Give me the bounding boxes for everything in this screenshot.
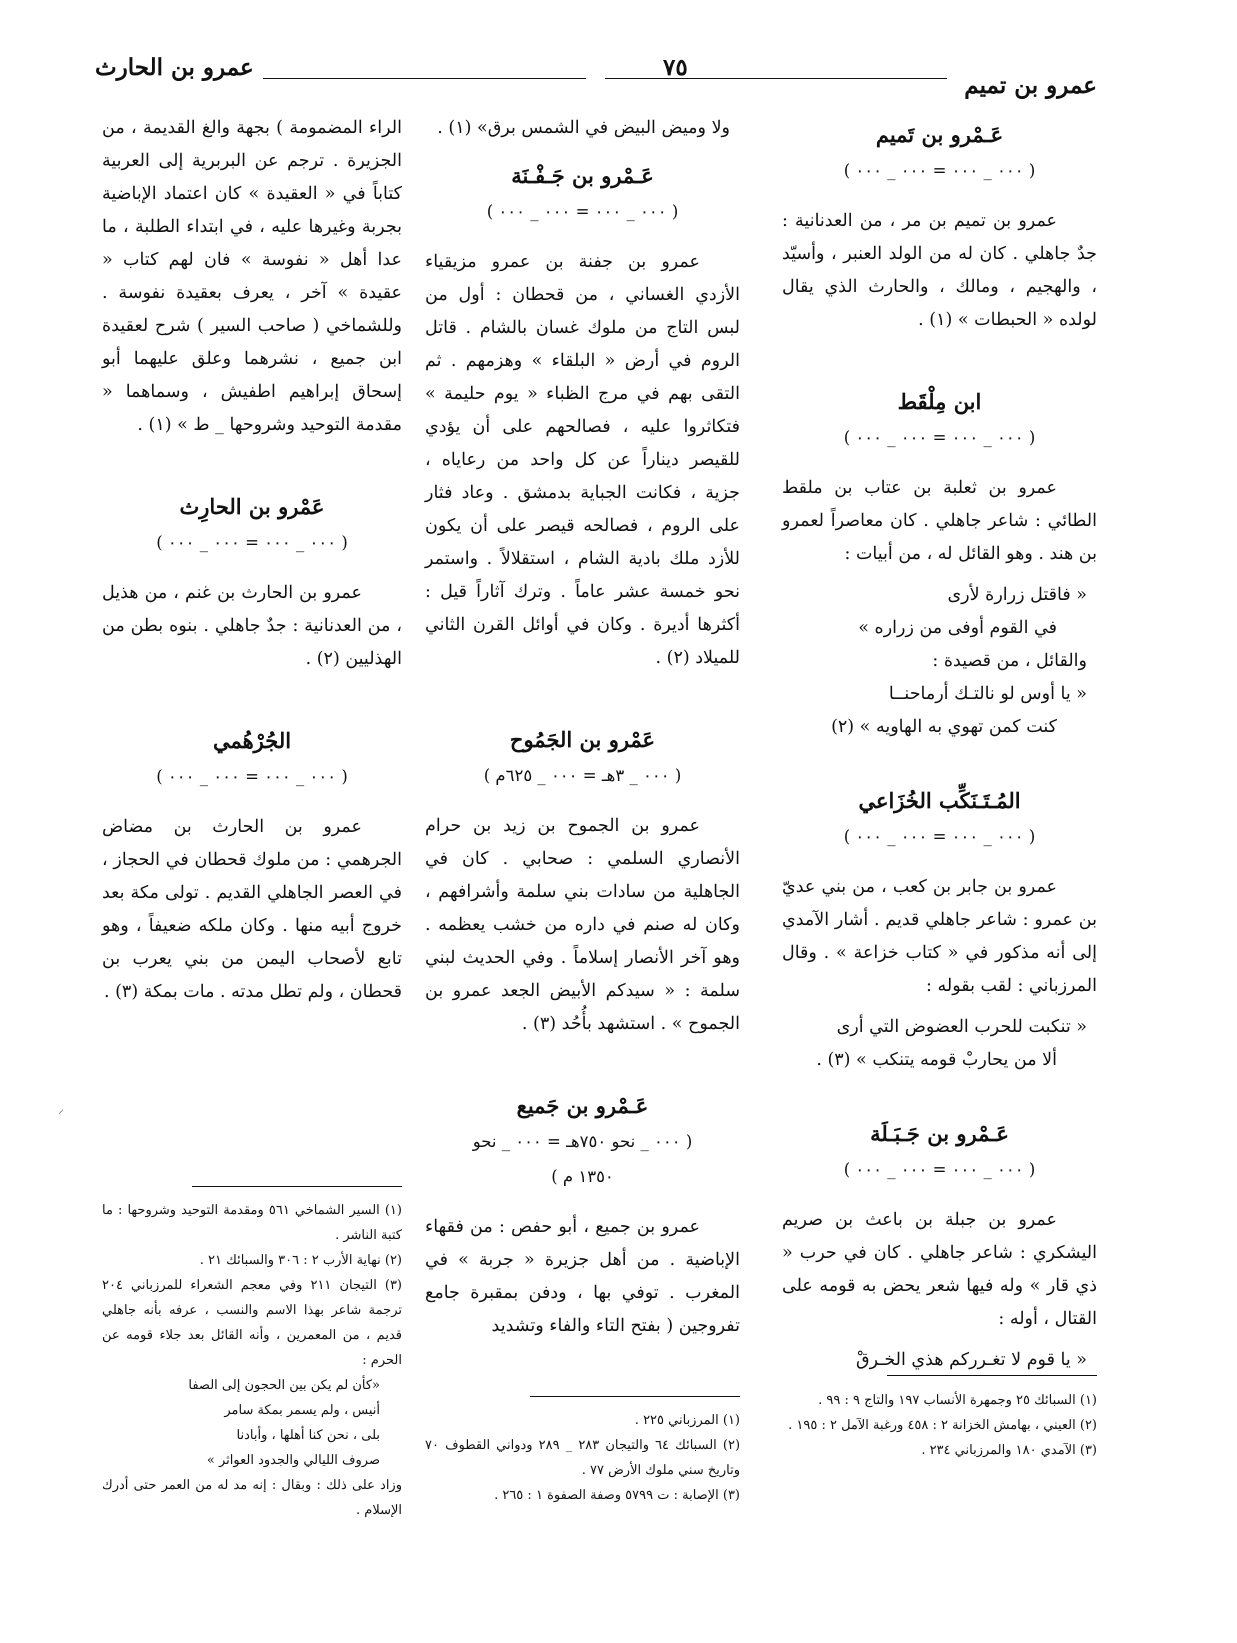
entry-dates: ( ٠٠٠ _ ٠٠٠ = ٠٠٠ _ ٠٠٠ ) bbox=[843, 827, 1036, 846]
footnote-rule bbox=[530, 1396, 740, 1397]
running-head bbox=[95, 48, 1097, 98]
entry-title: عَمْرو بن الجَمُوح bbox=[509, 727, 656, 752]
margin-scan-mark: ⸜ bbox=[57, 1102, 64, 1116]
entry-text: عمرو بن الحارث بن مضاض الجرهمي : من ملوك قحطان في الحجاز ، في العصر الجاهلي القديم . تولى مكة بعد خروج أبيه منها . وكان ملكه ضعيفاً ، وهو تابع لأصحاب اليمن من بني يعرب بن قحطان ، ولم تطل مدته . مات بمكة (٣) . bbox=[102, 817, 402, 1002]
verse-line: كنت كمن تهوي به الهاويه » (٢) bbox=[831, 717, 1057, 737]
verse-line: في القوم أوفى من زراره » bbox=[858, 618, 1057, 638]
page-number: ٧٥ bbox=[663, 54, 688, 81]
entry-dates: ( ٠٠٠ _ ٠٠٠ = ٠٠٠ _ ٠٠٠ ) bbox=[156, 533, 348, 552]
footnote: (٢) السبائك ٦٤ والتيجان ٢٨٣ _ ٢٨٩ ودواني القطوف ٧٠ وتاريخ سني ملوك الأرض ٧٧ . bbox=[425, 1438, 741, 1478]
entry-dates: ( ٠٠٠ _ ٣هـ = ٠٠٠ _ ٦٢٥م ) bbox=[483, 766, 682, 785]
footnote: (١) السبائك ٢٥ وجمهرة الأنساب ١٩٧ والتاج ٩ : ٩٩ . bbox=[818, 1393, 1097, 1408]
entry-dates: ( ٠٠٠ _ نحو ٧٥٠هـ = ٠٠٠ _ نحو bbox=[472, 1132, 693, 1151]
verse-line: ألا من يحاربْ قومه يتنكب » (٣) . bbox=[816, 1050, 1057, 1070]
entry-dates: ( ٠٠٠ _ ٠٠٠ = ٠٠٠ _ ٠٠٠ ) bbox=[843, 1160, 1036, 1179]
entry-text: عمرو بن جميع ، أبو حفص : من فقهاء الإباضية . من أهل جزيرة « جربة » في المغرب . توفي بها ، ودفن بمقبرة جامع تفروجين ( بفتح التاء والفاء وتشديد bbox=[425, 1217, 740, 1336]
entry-text: عمرو بن جفنة بن عمرو مزيقياء الأزدي الغساني ، من قحطان : أول من لبس التاج من ملوك غسان بالشام . قاتل الروم في أرض « البلقاء » وهزمهم . ثم التقى بهم في مرج الظباء « يوم حليمة » فتكاثروا عليه ، فصالحهم على أن يؤدي للقيصر ديناراً عن كل واحد من رعاياه ، جزية ، فكانت الجباية بدمشق . وعاد فثار على الروم ، فصالحه قيصر على أن يكون للأزد ملك بادية الشام ، استقلالاً . واستمر نحو خمسة عشر عاماً . وترك آثاراً قيل : أكثرها أديرة . وكان في أوائل القرن الثاني للميلاد (٢) . bbox=[425, 252, 740, 668]
footnote: (١) المرزباني ٢٢٥ . bbox=[634, 1413, 740, 1428]
column-middle bbox=[425, 112, 740, 1351]
footnote-verse: أنيس ، ولم يسمر بمكة سامر bbox=[224, 1403, 380, 1418]
entry-title: عَـمْرو بن جَـفْـنَة bbox=[511, 163, 654, 188]
footnotes-left bbox=[102, 1198, 402, 1523]
entry-title: عَـمْرو بن جَميع bbox=[516, 1093, 649, 1118]
footnote: (٢) العيني ، بهامش الخزانة ٢ : ٤٥٨ ورغبة الآمل ٢ : ١٩٥ . bbox=[788, 1418, 1097, 1433]
entry-text: عمرو بن ثعلبة بن عتاب بن ملقط الطائي : شاعر جاهلي . كان معاصراً لعمرو بن هند . وهو القائل له ، من أبيات : bbox=[782, 478, 1097, 564]
entry-title: عَـمْرو بن جَـبَـلَة bbox=[870, 1121, 1009, 1146]
running-head-left-title: عمرو بن الحارث bbox=[95, 54, 254, 81]
footnote: (١) السير الشماخي ٥٦١ ومقدمة التوحيد وشروحها : ما كتبة الناشر . bbox=[102, 1203, 402, 1243]
entry-title: عَـمْرو بن تَميم bbox=[875, 122, 1004, 147]
entry-dates: ( ٠٠٠ _ ٠٠٠ = ٠٠٠ _ ٠٠٠ ) bbox=[843, 428, 1036, 447]
footnote-rule bbox=[887, 1375, 1097, 1376]
footnote: وزاد على ذلك : وبقال : إنه مد له من العمر حتى أدرك الإسلام . bbox=[102, 1478, 402, 1518]
entry-title: المُـتَـنَكِّب الخُزَاعي bbox=[858, 788, 1021, 813]
entry-text: عمرو بن جابر بن كعب ، من بني عديّ بن عمرو : شاعر جاهلي قديم . أشار الآمدي إلى أنه مذكور في « كتاب خزاعة » . وقال المرزباني : لقب بقوله : bbox=[782, 877, 1097, 996]
footnote-verse: بلى ، نحن كنا أهلها ، وأبادنا bbox=[236, 1428, 380, 1443]
verse-line: « فاقتل زرارة لأرى bbox=[947, 585, 1087, 605]
footnotes-middle bbox=[425, 1408, 740, 1508]
entry-dates: ( ٠٠٠ _ ٠٠٠ = ٠٠٠ _ ٠٠٠ ) bbox=[486, 202, 679, 221]
header-rule-right bbox=[605, 78, 947, 79]
column-left bbox=[102, 112, 402, 1017]
footnote: (٢) نهاية الأرب ٢ : ٣٠٦ والسبائك ٢١ . bbox=[199, 1253, 402, 1268]
entry-dates: ( ٠٠٠ _ ٠٠٠ = ٠٠٠ _ ٠٠٠ ) bbox=[843, 161, 1036, 180]
entry-text: عمرو بن الحارث بن غنم ، من هذيل ، من العدنانية : جدٌ جاهلي . بنوه بطن من الهذليين (٢) . bbox=[102, 583, 402, 669]
entry-text: عمرو بن جبلة بن باعث بن صريم اليشكري : شاعر جاهلي . كان في حرب « ذي قار » وله فيها شعر يحض به قومه على القتال ، أوله : bbox=[782, 1210, 1097, 1329]
entry-title: الجُرْهُمي bbox=[212, 728, 292, 753]
entry-dates: ١٣٥٠ م ) bbox=[551, 1167, 614, 1186]
header-rule-left bbox=[263, 78, 586, 79]
footnote: (٣) الإصابة : ت ٥٧٩٩ وصفة الصفوة ١ : ٢٦٥ . bbox=[494, 1488, 740, 1503]
footnote-verse: «كأن لم يكن بين الحجون إلى الصفا bbox=[188, 1378, 380, 1393]
entry-title: ابن مِلْقَط bbox=[897, 389, 982, 414]
entry-text: عمرو بن الجموح بن زيد بن حرام الأنصاري السلمي : صحابي . كان في الجاهلية من سادات بني سلمة وأشرافهم ، وكان له صنم في داره من خشب يعظمه . وهو آخر الأنصار إسلاماً . وفي الحديث لبني سلمة : « سيدكم الأبيض الجعد عمرو بن الجموح » . استشهد بأُحُد (٣) . bbox=[425, 816, 740, 1034]
footnote-verse: صروف الليالي والجدود العواثر » bbox=[206, 1453, 380, 1468]
footnotes-right bbox=[782, 1388, 1097, 1463]
column-right bbox=[782, 112, 1097, 1377]
verse-line: « يا أوس لو نالتـك أرماحنــا bbox=[888, 684, 1087, 704]
verse-line: « يا قوم لا تغـرركم هذي الخـرقْ bbox=[856, 1350, 1087, 1370]
entry-text: عمرو بن تميم بن مر ، من العدنانية : جدٌ جاهلي . كان له من الولد العنبر ، وأسيّد ، والهجيم ، ومالك ، والحارث الذي يقال لولده « الحبطات » (١) . bbox=[782, 211, 1097, 330]
footnote: (٣) الآمدي ١٨٠ والمرزباني ٢٣٤ . bbox=[921, 1443, 1097, 1458]
verse-line: « تنكبت للحرب العضوض التي أرى bbox=[836, 1017, 1087, 1037]
running-head-right-title: عمرو بن تميم bbox=[964, 72, 1097, 99]
footnote: (٣) التيجان ٢١١ وفي معجم الشعراء للمرزباني ٢٠٤ ترجمة شاعر بهذا الاسم والنسب ، عرفه بأنه جاهلي قديم ، من المعمرين ، وأنه القائل بعد جلاء قومه عن الحرم : bbox=[102, 1278, 402, 1368]
entry-dates: ( ٠٠٠ _ ٠٠٠ = ٠٠٠ _ ٠٠٠ ) bbox=[156, 767, 348, 786]
entry-title: عَمْرو بن الحارِث bbox=[179, 494, 325, 519]
entry-text: والقائل ، من قصيدة : bbox=[932, 651, 1087, 671]
continued-text: الراء المضمومة ) بجهة والغ القديمة ، من الجزيرة . ترجم عن البربرية إلى العربية كتاباً في « العقيدة » كان اعتماد الإباضية بجربة وغيرها عليه ، في ابتداء الطلبة ، ما عدا أهل « نفوسة » فان لهم كتاب « عقيدة » آخر ، يعرف بعقيدة نفوسة . وللشماخي ( صاحب السير ) شرح لعقيدة ابن جميع ، نشرهما وعلق عليهما أبو إسحاق إبراهيم اطفيش ، وسماهما « مقدمة التوحيد وشروحها _ ط » (١) . bbox=[102, 118, 402, 435]
footnote-rule bbox=[192, 1186, 402, 1187]
continued-verse: ولا وميض البيض في الشمس برق» (١) . bbox=[437, 118, 730, 138]
